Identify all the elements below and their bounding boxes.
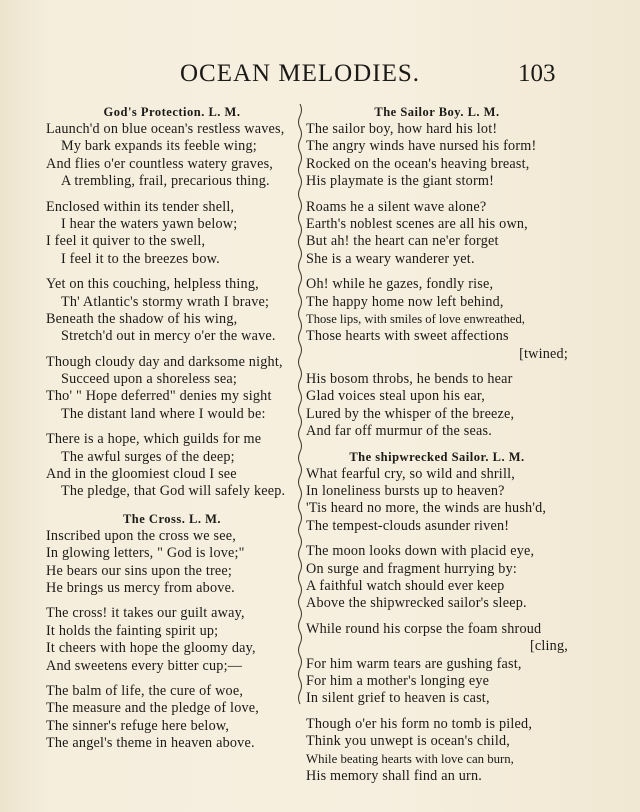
verse-line: The angry winds have nursed his form!	[306, 138, 537, 155]
hymn-title: The Cross. L. M.	[122, 511, 222, 526]
stanza	[306, 371, 568, 441]
verse-line: Those lips, with smiles of love enwreathed,	[306, 311, 525, 326]
verse-line: I feel it quiver to the swell,	[46, 233, 206, 250]
verse-line: There is a hope, which guilds for me	[46, 431, 262, 448]
stanza	[46, 528, 298, 598]
verse-line: My bark expands its feeble wing;	[61, 138, 257, 155]
verse-line: The moon looks down with placid eye,	[306, 543, 535, 560]
verse-line: He bears our sins upon the tree;	[46, 562, 233, 579]
verse-line: Think you unwept is ocean's child,	[306, 733, 511, 750]
stanza	[46, 431, 298, 501]
stanza	[306, 543, 568, 613]
hymn-the-cross	[46, 511, 298, 753]
stanza	[306, 716, 568, 786]
verse-line: And in the gloomiest cloud I see	[46, 466, 237, 483]
verse-line: In glowing letters, " God is love;"	[46, 545, 245, 562]
hymn-title: God's Protection. L. M.	[103, 105, 241, 119]
verse-line: The distant land where I would be:	[61, 405, 266, 422]
verse-line: The cross! it takes our guilt away,	[46, 605, 245, 622]
verse-line: Lured by the whisper of the breeze,	[306, 405, 515, 422]
verse-line: Th' Atlantic's stormy wrath I brave;	[61, 293, 270, 310]
verse-line: And far off murmur of the seas.	[306, 423, 492, 440]
stanza	[46, 354, 298, 424]
verse-line: It holds the fainting spirit up;	[46, 622, 219, 639]
verse-line: While round his corpse the foam shroud	[306, 620, 542, 637]
verse-line: His bosom throbs, he bends to hear	[306, 371, 513, 388]
verse-line: A faithful watch should ever keep	[306, 577, 505, 594]
right-column	[306, 104, 568, 793]
stanza	[306, 276, 568, 363]
verse-line: Launch'd on blue ocean's restless waves,	[46, 121, 285, 137]
verse-line: In silent grief to heaven is cast,	[306, 690, 490, 707]
verse-line: I hear the waters yawn below;	[61, 215, 238, 232]
verse-line: And sweetens every bitter cup;—	[46, 657, 243, 674]
verse-line: The sinner's refuge here below,	[46, 717, 230, 734]
verse-line: Yet on this couching, helpless thing,	[46, 276, 259, 293]
verse-line: On surge and fragment hurrying by:	[306, 560, 518, 577]
verse-line: Rocked on the ocean's heaving breast,	[306, 155, 530, 172]
verse-line-turnover: [twined;	[519, 345, 568, 362]
verse-line: His memory shall find an urn.	[306, 767, 483, 784]
hymn-gods-protection	[46, 104, 298, 501]
stanza	[306, 466, 568, 536]
hymn-shipwrecked-sailor	[306, 449, 568, 786]
verse-line: The sailor boy, how hard his lot!	[306, 121, 498, 137]
verse-line: The tempest-clouds asunder riven!	[306, 517, 510, 534]
stanza	[46, 199, 298, 269]
running-title: OCEAN MELODIES.	[180, 60, 420, 87]
stanza	[306, 199, 568, 269]
verse-line: Earth's noblest scenes are all his own,	[306, 215, 528, 232]
verse-line: For him warm tears are gushing fast,	[306, 655, 522, 672]
hymn-sailor-boy	[306, 104, 568, 441]
verse-line: The balm of life, the cure of woe,	[46, 682, 244, 699]
verse-line: Succeed upon a shoreless sea;	[61, 371, 237, 388]
hymn-title: The Sailor Boy. L. M.	[374, 105, 500, 119]
page-number: 103	[518, 60, 556, 87]
verse-line: Though cloudy day and darksome night,	[46, 353, 283, 370]
verse-line: Those hearts with sweet affections	[306, 328, 509, 345]
left-column	[46, 104, 298, 761]
verse-line: It cheers with hope the gloomy day,	[46, 640, 256, 657]
verse-line: For him a mother's longing eye	[306, 672, 490, 689]
verse-line: While beating hearts with love can burn,	[306, 751, 514, 766]
hymn-title: The shipwrecked Sailor. L. M.	[349, 449, 525, 464]
verse-line: His playmate is the giant storm!	[306, 173, 495, 190]
verse-line: Glad voices steal upon his ear,	[306, 388, 485, 405]
stanza	[306, 621, 568, 708]
verse-line: A trembling, frail, precarious thing.	[61, 173, 270, 190]
verse-line: She is a weary wanderer yet.	[306, 250, 475, 267]
stanza	[46, 605, 298, 675]
verse-line: I feel it to the breezes bow.	[61, 250, 220, 267]
verse-line: The happy home now left behind,	[306, 293, 504, 310]
verse-line: And flies o'er countless watery graves,	[46, 155, 274, 172]
verse-line: The angel's theme in heaven above.	[46, 735, 255, 752]
stanza	[46, 121, 298, 191]
verse-line: Tho' " Hope deferred" denies my sight	[46, 388, 272, 405]
verse-line: The awful surges of the deep;	[61, 448, 235, 465]
verse-line-turnover: [cling,	[529, 638, 568, 655]
verse-line: Roams he a silent wave alone?	[306, 198, 487, 215]
verse-line: Though o'er his form no tomb is piled,	[306, 715, 533, 732]
verse-line: Inscribed upon the cross we see,	[46, 527, 236, 544]
verse-line: The measure and the pledge of love,	[46, 700, 260, 717]
verse-line: Beneath the shadow of his wing,	[46, 310, 238, 327]
verse-line: Enclosed within its tender shell,	[46, 198, 235, 215]
stanza	[46, 276, 298, 346]
stanza	[46, 683, 298, 753]
verse-line: But ah! the heart can ne'er forget	[306, 233, 499, 250]
verse-line: Oh! while he gazes, fondly rise,	[306, 276, 494, 293]
verse-line: Above the shipwrecked sailor's sleep.	[306, 595, 527, 612]
verse-line: In loneliness bursts up to heaven?	[306, 483, 505, 500]
verse-line: 'Tis heard no more, the winds are hush'd,	[306, 500, 547, 517]
verse-line: Stretch'd out in mercy o'er the wave.	[61, 328, 276, 345]
verse-line: He brings us mercy from above.	[46, 579, 235, 596]
stanza	[306, 121, 568, 191]
verse-line: The pledge, that God will safely keep.	[61, 483, 286, 500]
verse-line: What fearful cry, so wild and shrill,	[306, 465, 515, 482]
